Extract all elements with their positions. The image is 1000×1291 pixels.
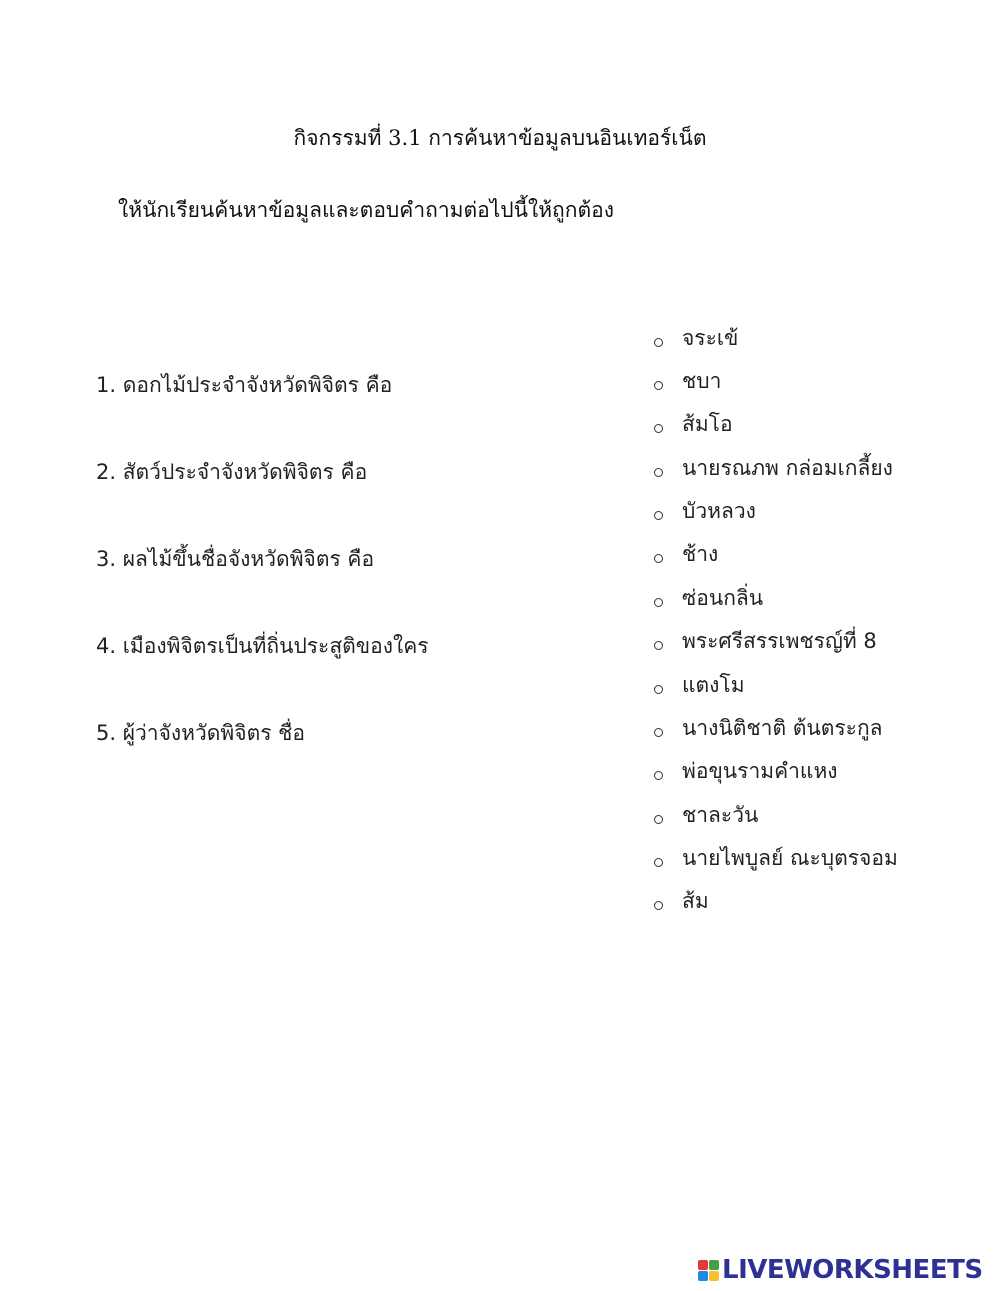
worksheet-title: กิจกรรมที่ 3.1 การค้นหาข้อมูลบนอินเทอร์เน็ต: [293, 126, 707, 150]
radio-bullet-icon[interactable]: [654, 728, 663, 737]
option-label: นางนิติชาติ ต้นตระกูล: [682, 715, 883, 740]
option-item[interactable]: [654, 800, 758, 830]
logo-mark-icon: [698, 1260, 719, 1281]
option-label: ช้าง: [682, 541, 719, 566]
radio-bullet-icon[interactable]: [654, 858, 663, 867]
logo-square: [709, 1260, 719, 1270]
question-1: 1. ดอกไม้ประจำจังหวัดพิจิตร คือ: [96, 373, 393, 397]
option-label: ส้ม: [682, 888, 709, 913]
option-label: ซ่อนกลิ่น: [682, 585, 764, 610]
option-label: พระศรีสรรเพชรญ์ที่ 8: [682, 628, 877, 653]
option-item[interactable]: [654, 756, 838, 786]
radio-bullet-icon[interactable]: [654, 815, 663, 824]
radio-bullet-icon[interactable]: [654, 598, 663, 607]
radio-bullet-icon[interactable]: [654, 771, 663, 780]
radio-bullet-icon[interactable]: [654, 511, 663, 520]
option-item[interactable]: [654, 539, 718, 569]
option-label: ชบา: [682, 368, 722, 393]
option-item[interactable]: [654, 713, 883, 743]
option-label: นายรณภพ กล่อมเกลี้ยง: [682, 455, 893, 480]
option-item[interactable]: [654, 496, 756, 526]
option-item[interactable]: [654, 843, 898, 873]
option-item[interactable]: [654, 626, 877, 656]
logo-square: [698, 1260, 708, 1270]
logo-square: [709, 1271, 719, 1281]
radio-bullet-icon[interactable]: [654, 381, 663, 390]
option-item[interactable]: [654, 366, 721, 396]
option-item[interactable]: [654, 583, 763, 613]
liveworksheets-logo: [698, 1254, 983, 1286]
logo-square: [698, 1271, 708, 1281]
option-item[interactable]: [654, 409, 733, 439]
radio-bullet-icon[interactable]: [654, 901, 663, 910]
option-item[interactable]: [654, 886, 709, 916]
question-4: 4. เมืองพิจิตรเป็นที่ถิ่นประสูติของใคร: [96, 634, 429, 658]
option-label: นายไพบูลย์ ณะบุตรจอม: [682, 845, 898, 870]
radio-bullet-icon[interactable]: [654, 554, 663, 563]
question-3: 3. ผลไม้ขึ้นชื่อจังหวัดพิจิตร คือ: [96, 547, 375, 571]
logo-text: LIVEWORKSHEETS: [722, 1255, 983, 1285]
question-2: 2. สัตว์ประจำจังหวัดพิจิตร คือ: [96, 460, 368, 484]
option-label: บัวหลวง: [682, 498, 756, 523]
radio-bullet-icon[interactable]: [654, 338, 663, 347]
radio-bullet-icon[interactable]: [654, 641, 663, 650]
radio-bullet-icon[interactable]: [654, 424, 663, 433]
radio-bullet-icon[interactable]: [654, 468, 663, 477]
instruction-text: ให้นักเรียนค้นหาข้อมูลและตอบคำถามต่อไปนี้ให้ถูกต้อง: [118, 198, 614, 222]
option-label: ส้มโอ: [682, 411, 733, 436]
option-label: แตงโม: [682, 672, 745, 697]
option-item[interactable]: [654, 670, 745, 700]
option-item[interactable]: [654, 323, 738, 353]
radio-bullet-icon[interactable]: [654, 685, 663, 694]
option-item[interactable]: [654, 453, 893, 483]
option-label: จระเข้: [682, 325, 739, 350]
question-5: 5. ผู้ว่าจังหวัดพิจิตร ชื่อ: [96, 721, 306, 745]
option-label: ชาละวัน: [682, 802, 759, 827]
option-label: พ่อขุนรามคำแหง: [682, 758, 838, 783]
